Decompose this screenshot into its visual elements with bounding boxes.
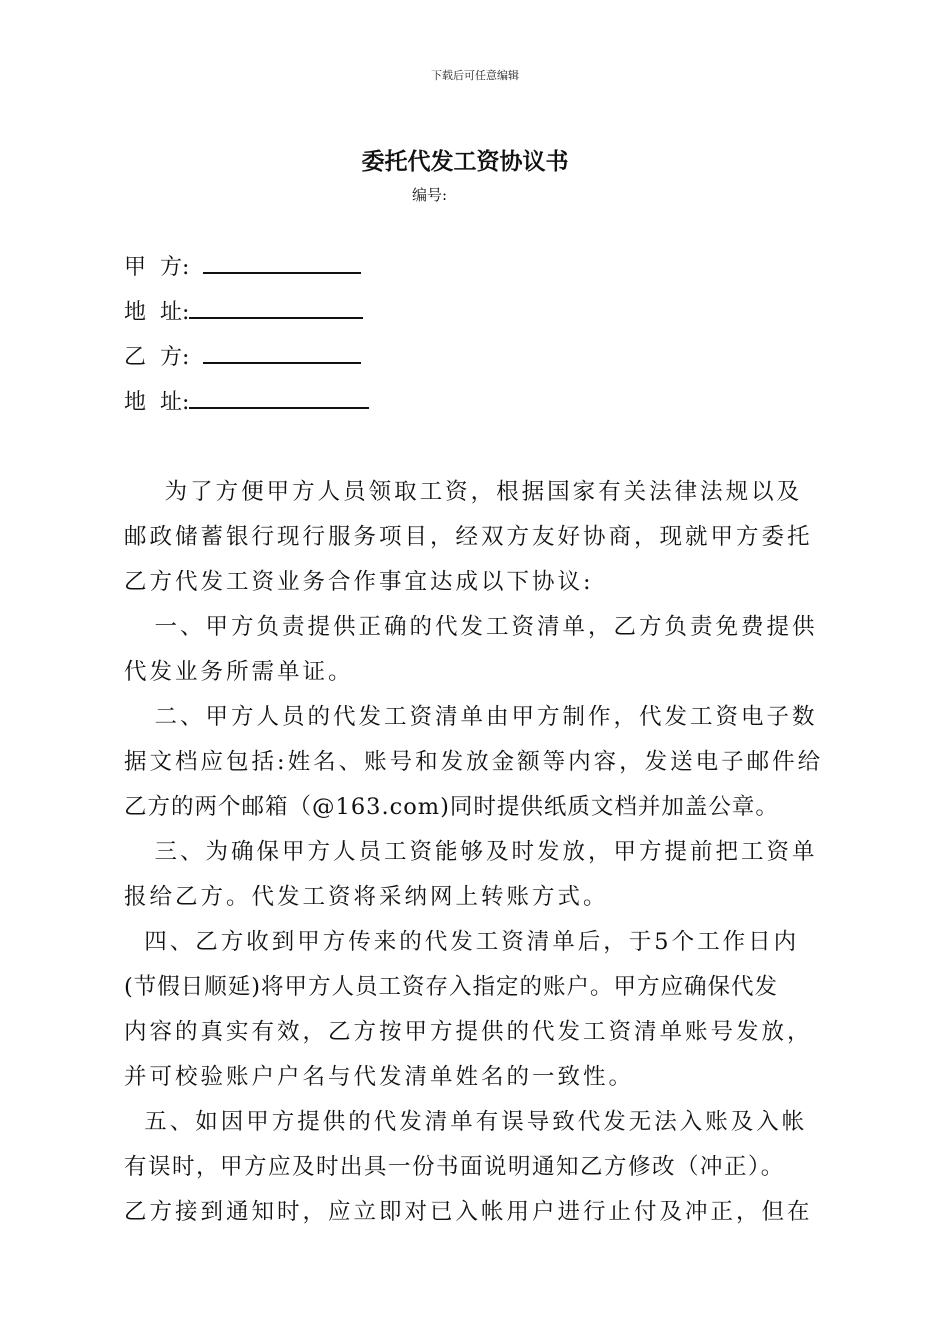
- document-number-label: 编号:: [412, 186, 448, 204]
- party-b-line: [124, 340, 361, 373]
- party-a-address-line: [124, 295, 363, 328]
- body-line: 一、甲方负责提供正确的代发工资清单，乙方负责免费提供: [124, 614, 818, 640]
- body-line: 乙方接到通知时，应立即对已入帐用户进行止付及冲正，但在: [124, 1199, 813, 1225]
- agreement-body: [124, 470, 832, 1235]
- body-line: 乙方的两个邮箱（@163.com)同时提供纸质文档并加盖公章。: [124, 794, 779, 820]
- party-a-line: [124, 250, 361, 283]
- body-line: 邮政储蓄银行现行服务项目，经双方友好协商，现就甲方委托: [124, 524, 813, 550]
- party-b-address-line: [124, 385, 369, 418]
- body-line: 代发业务所需单证。: [124, 659, 354, 685]
- body-line: 四、乙方收到甲方传来的代发工资清单后，于5个工作日内: [124, 929, 800, 955]
- body-line: (节假日顺延)将甲方人员工资存入指定的账户。甲方应确保代发: [124, 974, 779, 1000]
- body-line: 据文档应包括:姓名、账号和发放金额等内容，发送电子邮件给: [124, 749, 824, 775]
- body-line: 二、甲方人员的代发工资清单由甲方制作，代发工资电子数: [124, 704, 818, 730]
- document-title: 委托代发工资协议书: [361, 149, 569, 175]
- party-a-blank: [203, 250, 361, 274]
- body-line: 乙方代发工资业务合作事宜达成以下协议:: [124, 569, 594, 595]
- body-line: 为了方便甲方人员领取工资，根据国家有关法律法规以及: [124, 479, 803, 505]
- party-b-label: 乙 方:: [124, 345, 204, 370]
- body-line: 报给乙方。代发工资将采纳网上转账方式。: [124, 884, 609, 910]
- party-b-address-blank: [189, 385, 369, 409]
- party-b-address-label: 地 址:: [124, 390, 190, 415]
- body-line: 五、如因甲方提供的代发清单有误导致代发无法入账及入帐: [124, 1109, 808, 1135]
- party-a-address-label: 地 址:: [124, 300, 190, 325]
- body-line: 并可校验账户户名与代发清单姓名的一致性。: [124, 1064, 635, 1090]
- body-line: 三、为确保甲方人员工资能够及时发放，甲方提前把工资单: [124, 839, 818, 865]
- party-a-label: 甲 方:: [124, 255, 204, 280]
- party-b-blank: [203, 340, 361, 364]
- body-line: 内容的真实有效，乙方按甲方提供的代发工资清单账号发放，: [124, 1019, 813, 1045]
- party-a-address-blank: [189, 295, 363, 319]
- header-note: 下载后可任意编辑: [431, 69, 519, 82]
- body-line: 有误时，甲方应及时出具一份书面说明通知乙方修改（冲正）。: [124, 1154, 785, 1180]
